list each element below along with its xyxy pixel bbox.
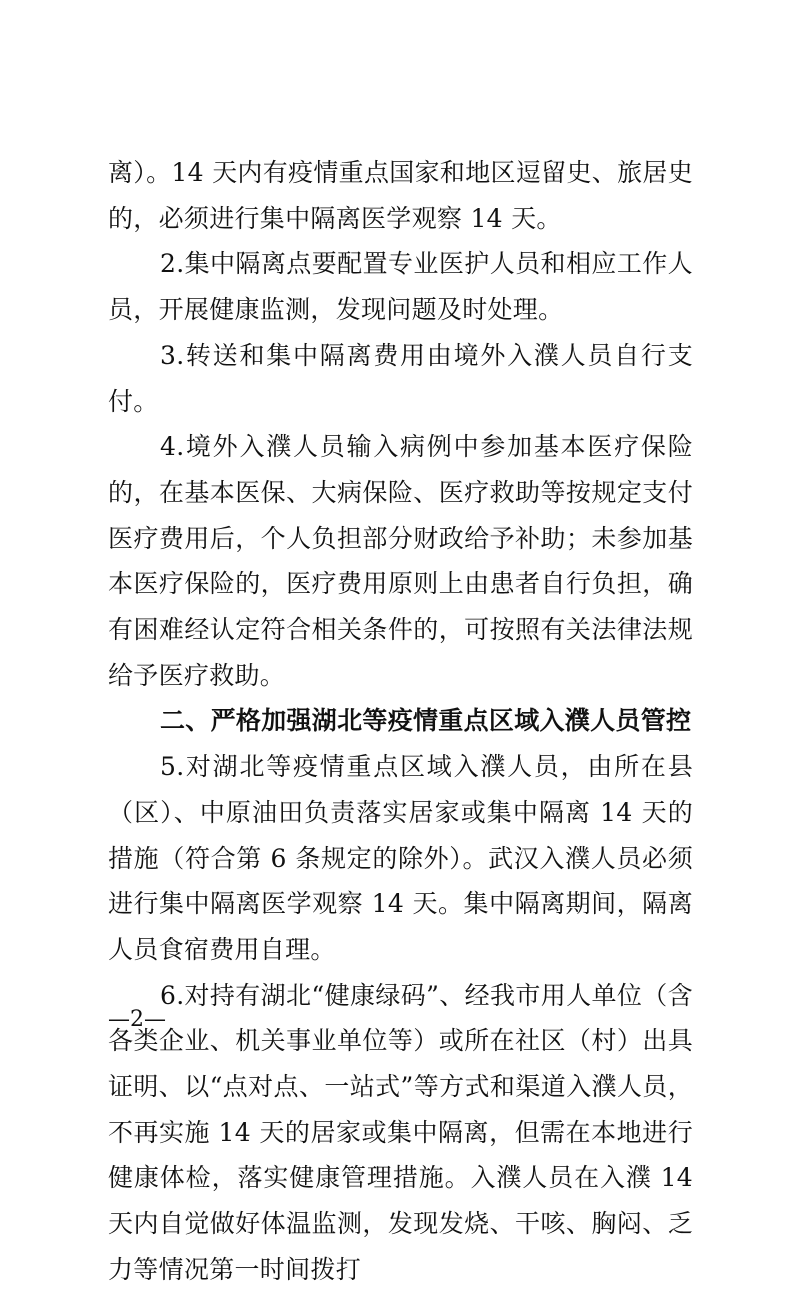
section-heading-2: 二、严格加强湖北等疫情重点区域入濮人员管控 [160, 706, 692, 736]
paragraph-isolation-continuation: 离）。14 天内有疫情重点国家和地区逗留史、旅居史的，必须进行集中隔离医学观察 14 天。 [108, 158, 693, 233]
page-number: —2— [108, 1007, 166, 1032]
paragraph-item-6: 6.对持有湖北“健康绿码”、经我市用人单位（含各类企业、机关事业单位等）或所在社区（村）出具证明、以“点对点、一站式”等方式和渠道入濮人员，不再实施 14 天的居家或集中隔离，但需在本地进行健康体检，落实健康管理措施。入濮人员在入濮 14 天内自觉做好体温监测，发现发烧、干咳、胸闷、乏力等情况第一时间拨打 [108, 980, 693, 1284]
paragraph-item-4: 4.境外入濮人员输入病例中参加基本医疗保险的，在基本医保、大病保险、医疗救助等按规定支付医疗费用后，个人负担部分财政给予补助；未参加基本医疗保险的，医疗费用原则上由患者自行负担，确有困难经认定符合相关条件的，可按照有关法律法规给予医疗救助。 [108, 432, 693, 690]
paragraph-item-2: 2.集中隔离点要配置专业医护人员和相应工作人员，开展健康监测，发现问题及时处理。 [108, 249, 693, 325]
paragraph-item-5: 5.对湖北等疫情重点区域入濮人员，由所在县（区）、中原油田负责落实居家或集中隔离 14 天的措施（符合第 6 条规定的除外）。武汉入濮人员必须进行集中隔离医学观察 14 天。集中隔离期间，隔离人员食宿费用自理。 [108, 752, 693, 964]
document-body [108, 150, 693, 1293]
paragraph-item-3: 3.转送和集中隔离费用由境外入濮人员自行支付。 [108, 340, 693, 416]
